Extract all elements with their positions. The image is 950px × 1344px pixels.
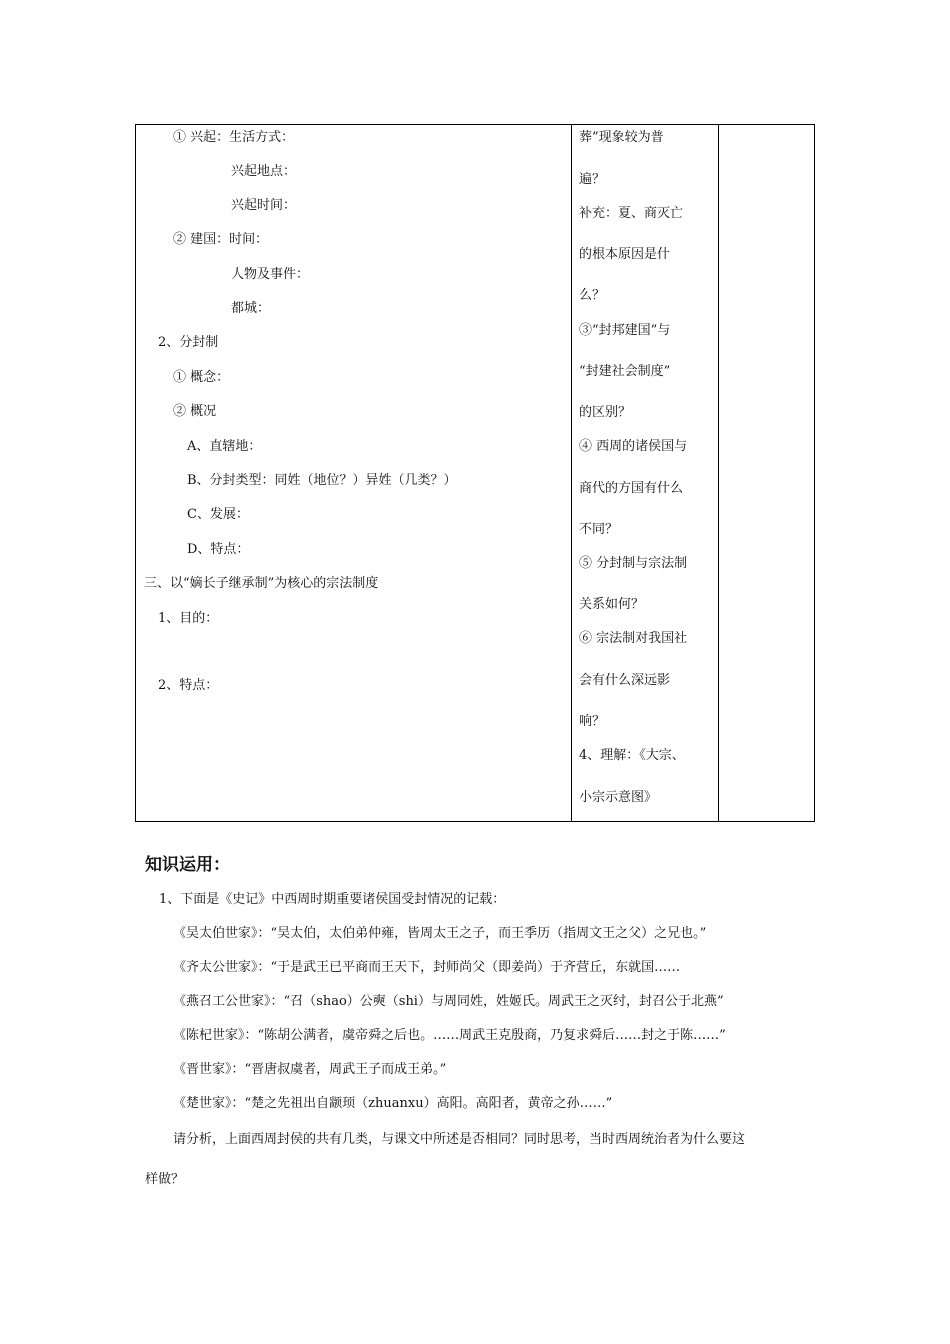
question-line: ③“封邦建国”与 [579, 323, 671, 338]
question-line: “封建社会制度” [579, 364, 671, 379]
quote-line: 《楚世家》：“楚之先祖出自颛顼（zhuanxu）高阳。高阳者，黄帝之孙……” [173, 1096, 613, 1111]
outline-line: ② 建国：时间： [173, 232, 269, 247]
analysis-text: 请分析，上面西周封侯的共有几类，与课文中所述是否相同？同时思考，当时西周统治者为什么要这 [173, 1132, 746, 1147]
outline-line: C、发展： [187, 507, 249, 522]
question-cell [572, 125, 717, 821]
quote-line: 《陈杞世家》：“陈胡公满者，虞帝舜之后也。……周武王克殷商，乃复求舜后……封之于陈……” [173, 1028, 726, 1043]
question-line: 会有什么深远影 [579, 673, 671, 688]
outline-line: ① 兴起：生活方式： [173, 130, 295, 145]
question-line: 葬”现象较为普 [579, 130, 664, 145]
outline-line: 都城： [231, 301, 271, 316]
question-line: 响？ [579, 714, 606, 729]
outline-cell [136, 125, 571, 821]
outline-line: D、特点： [187, 542, 250, 557]
outline-line: ② 概况 [173, 404, 217, 419]
outline-line: 2、特点： [158, 678, 219, 693]
outline-line: ① 概念： [173, 370, 230, 385]
section-heading: 知识运用： [145, 855, 230, 875]
question-intro: 1、下面是《史记》中西周时期重要诸侯国受封情况的记载： [159, 892, 506, 907]
quote-line: 《晋世家》：“晋唐叔虞者，周武王子而成王弟。” [173, 1062, 447, 1077]
outline-line: A、直辖地： [187, 439, 262, 454]
outline-line: 人物及事件： [231, 267, 310, 282]
question-line: 商代的方国有什么 [579, 481, 684, 496]
question-line: 遍？ [579, 172, 606, 187]
question-line: 不同？ [579, 522, 619, 537]
question-line: 小宗示意图》 [579, 790, 658, 805]
outline-line: 1、目的： [158, 611, 219, 626]
outline-line: 三、以“嫡长子继承制”为核心的宗法制度 [144, 576, 379, 591]
question-line: 的根本原因是什 [579, 247, 671, 262]
question-line: 关系如何？ [579, 597, 645, 612]
outline-line: B、分封类型：同姓（地位？）异姓（几类？） [187, 473, 457, 488]
outline-line: 2、分封制 [158, 335, 219, 350]
question-line: ⑥ 宗法制对我国社 [579, 631, 688, 646]
question-line: 补充：夏、商灭亡 [579, 206, 684, 221]
outline-table [135, 124, 815, 822]
question-line: ⑤ 分封制与宗法制 [579, 556, 688, 571]
quote-line: 《吴太伯世家》：“吴太伯，太伯弟仲雍，皆周太王之子，而王季历（指周文王之父）之兄也。” [173, 926, 707, 941]
notes-cell [719, 125, 815, 821]
outline-line: 兴起时间： [231, 198, 297, 213]
question-line: ④ 西周的诸侯国与 [579, 439, 688, 454]
question-line: 么？ [579, 288, 606, 303]
quote-line: 《燕召工公世家》：“召（shao）公奭（shi）与周同姓，姓姬氏。周武王之灭纣，封召公于北燕” [173, 994, 724, 1009]
question-line: 的区别？ [579, 405, 632, 420]
question-line: 4、理解：《大宗、 [579, 748, 685, 763]
quote-line: 《齐太公世家》：“于是武王已平商而王天下，封师尚父（即姜尚）于齐营丘，东就国…… [173, 960, 681, 975]
analysis-text: 样做？ [145, 1172, 185, 1187]
outline-line: 兴起地点： [231, 164, 297, 179]
